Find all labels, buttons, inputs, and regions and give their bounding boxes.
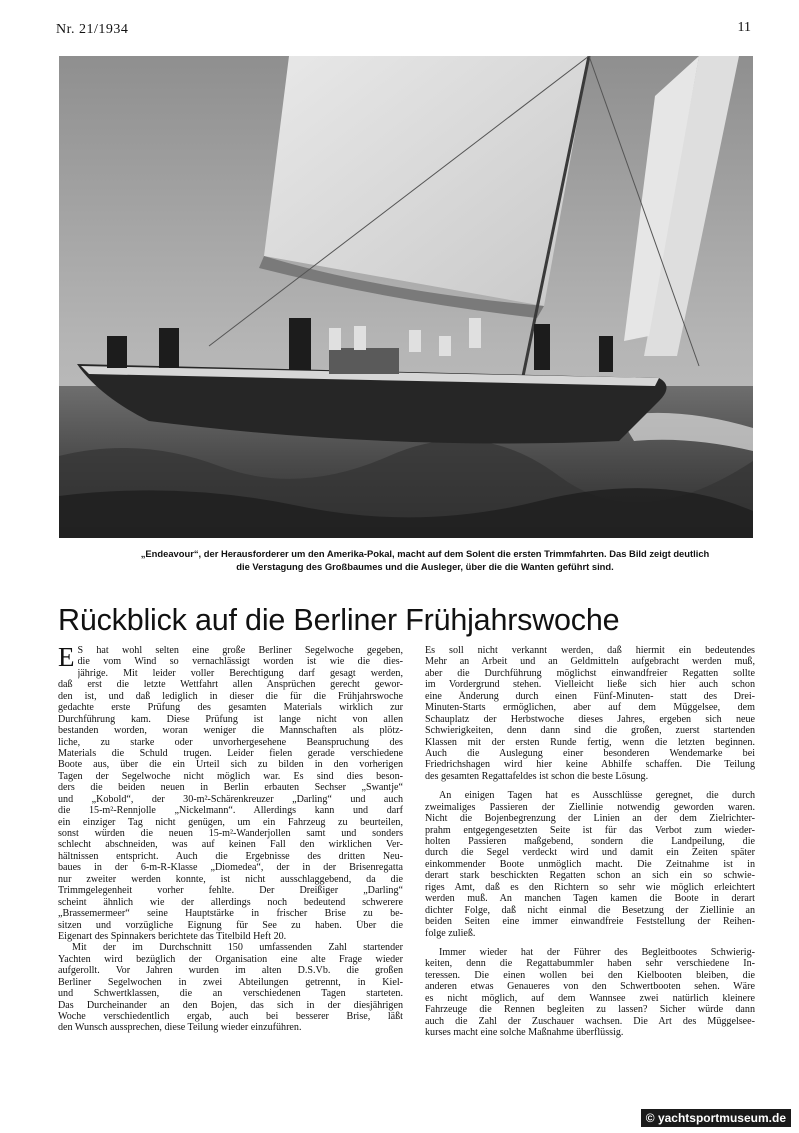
text-line: aufgerollt. Vor Jahren wurden im alten D.S.Vb. die großen: [58, 965, 403, 977]
text-line: anderen etwas Genaueres von den Schwertbooten sehen. Wäre: [425, 981, 755, 993]
text-line: die vom Wind so vernachlässigt worden ist wie die dies-: [77, 656, 403, 668]
text-line: Minuten-Starts ermöglichen, aber auf dem Müggelsee, dem: [425, 702, 755, 714]
text-line: Schwierigkeiten, denn dann sind die großen, zuerst startenden: [425, 725, 755, 737]
text-line: bestanden worden, woran weniger die Mannschaften als plötz-: [58, 725, 403, 737]
text-line: hältnissen entspricht. Auch die Ergebnisse des dritten Neu-: [58, 850, 403, 862]
text-line: Nicht die Bojenbegrenzung der Linien an der dem Zielrichter-: [425, 813, 755, 825]
text-line: keiten, denn die Regattabummler haben sehr verschiedene In-: [425, 958, 755, 970]
text-line: Auch die Auslegung einer besonderen Wendemarke bei: [425, 747, 755, 759]
text-line: Tagen der Segelwoche nicht möglich war. Es sind dies beson-: [58, 770, 403, 782]
text-line: Das Durcheinander an den Bojen, das sich in der diesjährigen: [58, 999, 403, 1011]
text-line: eine Änderung durch einen Fünf-Minuten- statt des Drei-: [425, 690, 755, 702]
text-line: ein einziger Tag nicht genügen, um ein Fahrzeug zu beurteilen,: [58, 816, 403, 828]
text-line: im Vordergrund stehen. Vielleicht ließe sich hier auch schon: [425, 679, 755, 691]
text-line: derart stark beschickten Regatten schon an sich ein so schwie-: [425, 870, 755, 882]
text-line: den Wunsch aussprechen, diese Teilung wieder einzuführen.: [58, 1022, 302, 1034]
text-line: prahm entgegengesetzten Seite ist für das Verbot zum wieder-: [425, 824, 755, 836]
text-line: teressen. Die einen wollen bei den Kielbooten bleiben, die: [425, 969, 755, 981]
text-line: nur zweiter werden konnte, ist nicht ausschlaggebend, da die: [58, 873, 403, 885]
text-line: Mit der im Durchschnitt 150 umfassenden Zahl startender: [72, 942, 403, 954]
watermark: © yachtsportmuseum.de: [641, 1109, 791, 1127]
text-line: Boote aus, über die ein Urteil sich zu bilden in den vorherigen: [58, 759, 403, 771]
text-line: ders die beiden neuen in Berlin erbauten Sechser „Swantje“: [58, 782, 403, 794]
text-line: Yachten wird bezüglich der Organisation eine alte Frage wieder: [58, 953, 403, 965]
text-line: riges Amt, daß es den Richtern so sehr wie möglich erleichtert: [425, 881, 755, 893]
text-line: Klassen mit der ersten Runde fertig, wenn die letzten beginnen.: [425, 736, 755, 748]
page-number: 11: [737, 20, 751, 35]
text-line: werden muß. An manchen Tagen kamen die Boote in derart: [425, 893, 755, 905]
text-line: auch die Zahl der Zuschauer wachsen. Die Art des Müggelsee-: [425, 1015, 755, 1027]
text-line: schlecht abschneiden, was auf keinen Fall den wirklichen Ver-: [58, 839, 403, 851]
text-line: Durchführung kam. Diese Prüfung ist lange nicht von allen: [58, 713, 403, 725]
issue-number: Nr. 21/1934: [56, 22, 129, 37]
text-line: Trimmgelegenheit vorher fehlte. Der Dreißiger „Darling“: [58, 885, 403, 897]
text-line: Schauplatz der Herbstwoche dieses Jahres, ergeben sich neue: [425, 713, 755, 725]
text-line: Woche verschiedentlich ergab, auch bei besserer Brise, läßt: [58, 1011, 403, 1022]
text-line: sonst würden die neuen 15-m²-Wanderjollen samt und sonders: [58, 828, 403, 839]
caption-line: „Endeavour“, der Herausforderer um den Amerika-Pokal, macht auf dem Solent die ersten Trimmfahrten. Das Bild zeigt deutlich: [140, 548, 710, 559]
text-line: gedachte erste Prüfung des gesamten Materials wirklich zur: [58, 702, 403, 714]
text-line: Friedrichshagen wird hier keine Abhilfe schaffen. Die Teilung: [425, 759, 755, 771]
text-line: jährige. Mit leider voller Berechtigung darf gesagt werden,: [77, 667, 403, 679]
text-line: aber die Durchführung möglichst einwandfreier Regatten sollte: [425, 667, 755, 679]
text-line: und „Kobold“, der 30-m²-Schärenkreuzer „Darling“ und auch: [58, 793, 403, 805]
article-column-right: [425, 645, 755, 1038]
text-line: und Schwertklassen, die an verschiedenen Tagen starteten.: [58, 988, 403, 1000]
text-line: S hat wohl selten eine große Berliner Segelwoche gegeben,: [77, 645, 403, 656]
text-line: folge zuließ.: [425, 927, 476, 939]
paragraph: [425, 947, 755, 1039]
text-line: liche, zu starke oder unvorhergesehene Beanspruchung des: [58, 736, 403, 748]
paragraph: [425, 645, 755, 782]
text-line: scheint ähnlich wie der allerdings noch bedeutend schwerere: [58, 896, 403, 908]
text-line: den ist, und daß lediglich in dieser die für die Frühjahrswoche: [58, 690, 403, 702]
text-line: Berliner Segelwochen in zwei Abteilungen getrennt, in Kiel-: [58, 976, 403, 988]
text-line: kurses macht eine solche Maßnahme überflüssig.: [425, 1027, 624, 1038]
paragraph: [58, 642, 403, 942]
text-line: Eigenart des Spinnakers berichtete das Titelbild Heft 20.: [58, 930, 287, 942]
text-line: daß erst die letzte Wettfahrt allen Ansprüchen gerecht gewor-: [58, 679, 403, 691]
text-line: beiden Seiten eine immer einwandfreie Feststellung der Reihen-: [425, 916, 755, 928]
text-line: Immer wieder hat der Führer des Begleitbootes Schwierig-: [439, 946, 755, 958]
text-line: Es soll nicht verkannt werden, daß hiermit ein bedeutendes: [425, 645, 755, 656]
text-line: die 15-m²-Rennjolle „Nickelmann“. Allerdings kann und darf: [58, 805, 403, 817]
drop-cap: E: [58, 642, 75, 672]
text-line: Materials die Schuld trugen. Leider fielen gerade verschiedene: [58, 747, 403, 759]
text-line: es nicht möglich, auf dem Wannsee zwei natürlich kleinere: [425, 992, 755, 1004]
text-line: holten Passieren maßgebend, sondern die Landpeilung, die: [425, 836, 755, 847]
text-line: des gesamten Regattafeldes ist schon die beste Lösung.: [425, 770, 649, 782]
text-line: zweimaliges Passieren der Ziellinie notwendig geworden waren.: [425, 801, 755, 813]
text-line: „Brassemermeer“ seine Hauptstärke in frischer Brise zu be-: [58, 908, 403, 920]
text-line: An einigen Tagen hat es Ausschlüsse geregnet, die durch: [439, 790, 755, 802]
text-line: Fahrzeuge die Rennen begleiten zu lassen? Sicher würde dann: [425, 1004, 755, 1016]
paragraph: [58, 942, 403, 1034]
text-line: dichter Folge, daß nicht einmal die Besetzung der Ziellinie an: [425, 904, 755, 916]
photo-caption: [95, 547, 755, 573]
text-line: Mehr an Arbeit und an Geldmitteln aufgebracht werden muß,: [425, 656, 755, 668]
article-column-left: [58, 642, 403, 1034]
text-line: baues in der 6-m-R-Klasse „Diomedea“, der in der Brisenregatta: [58, 862, 403, 874]
text-line: einkommender Boote unmöglich macht. Die Zeitnahme ist in: [425, 858, 755, 870]
article-title: Rückblick auf die Berliner Frühjahrswoche: [58, 603, 620, 637]
caption-line: die Verstagung des Großbaumes und die Ausleger, über die die Wanten geführt sind.: [236, 561, 614, 572]
yacht-photograph: [59, 56, 753, 538]
text-line: sitzen und vorzügliche Eignung für See zu haben. Über die: [58, 919, 403, 931]
paragraph: [425, 790, 755, 939]
text-line: durch die Segel verdeckt wird und damit ein Zeiten später: [425, 847, 755, 859]
